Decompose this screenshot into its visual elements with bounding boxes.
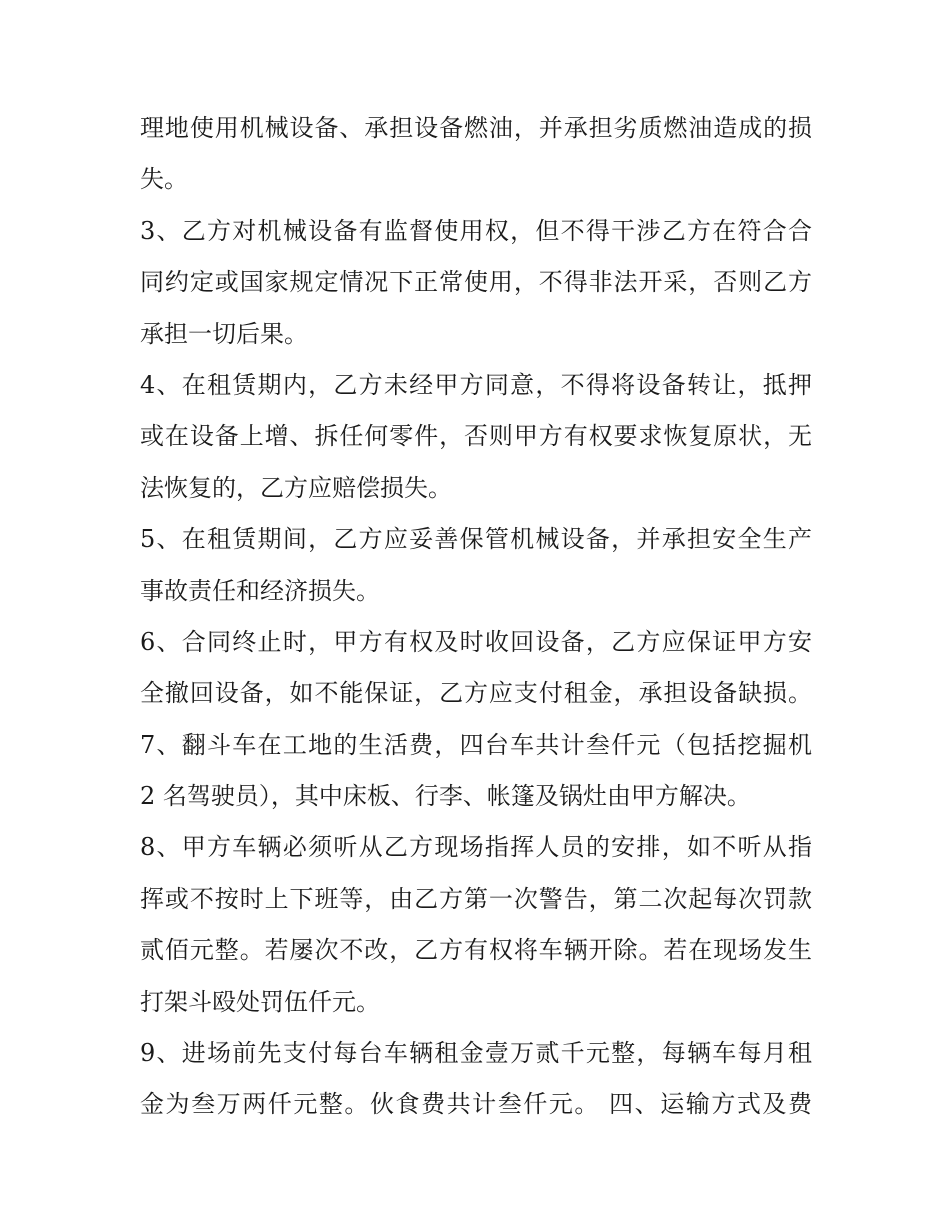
text-line: 或在设备上增、拆任何零件，否则甲方有权要求恢复原状，无 xyxy=(140,422,812,451)
text-line: 挥或不按时上下班等，由乙方第一次警告，第二次起每次罚款 xyxy=(140,884,812,913)
clause-8-line: 8、甲方车辆必须听从乙方现场指挥人员的安排，如不听从指 xyxy=(140,833,812,862)
text-line: 打架斗殴处罚伍仟元。 xyxy=(140,987,380,1016)
clause-7-line: 7、翻斗车在工地的生活费，四台车共计叁仟元（包括挖掘机 xyxy=(140,730,812,759)
text-line: 全撤回设备，如不能保证，乙方应支付租金，承担设备缺损。 xyxy=(140,679,812,708)
clause-6-line: 6、合同终止时，甲方有权及时收回设备，乙方应保证甲方安 xyxy=(140,627,812,656)
text-line: 理地使用机械设备、承担设备燃油，并承担劣质燃油造成的损 xyxy=(140,114,812,142)
contract-body-text xyxy=(140,103,812,1131)
clause-5-line: 5、在租赁期间，乙方应妥善保管机械设备，并承担安全生产 xyxy=(140,525,812,554)
text-line: 2 名驾驶员），其中床板、行李、帐篷及锅灶由甲方解决。 xyxy=(140,782,751,811)
clause-3-line: 3、乙方对机械设备有监督使用权，但不得干涉乙方在符合合 xyxy=(140,216,812,245)
text-line: 承担一切后果。 xyxy=(140,319,308,348)
text-line: 金为叁万两仟元整。伙食费共计叁仟元。 四、运输方式及费 xyxy=(140,1090,812,1119)
text-line: 失。 xyxy=(140,165,188,194)
clause-9-line: 9、进场前先支付每台车辆租金壹万贰千元整，每辆车每月租 xyxy=(140,1039,812,1068)
clause-4-line: 4、在租赁期内，乙方未经甲方同意，不得将设备转让，抵押 xyxy=(140,370,812,399)
text-line: 事故责任和经济损失。 xyxy=(140,576,380,605)
text-line: 法恢复的，乙方应赔偿损失。 xyxy=(140,473,452,502)
text-line: 同约定或国家规定情况下正常使用，不得非法开采，否则乙方 xyxy=(140,268,812,297)
text-line: 贰佰元整。若屡次不改，乙方有权将车辆开除。若在现场发生 xyxy=(140,936,812,965)
